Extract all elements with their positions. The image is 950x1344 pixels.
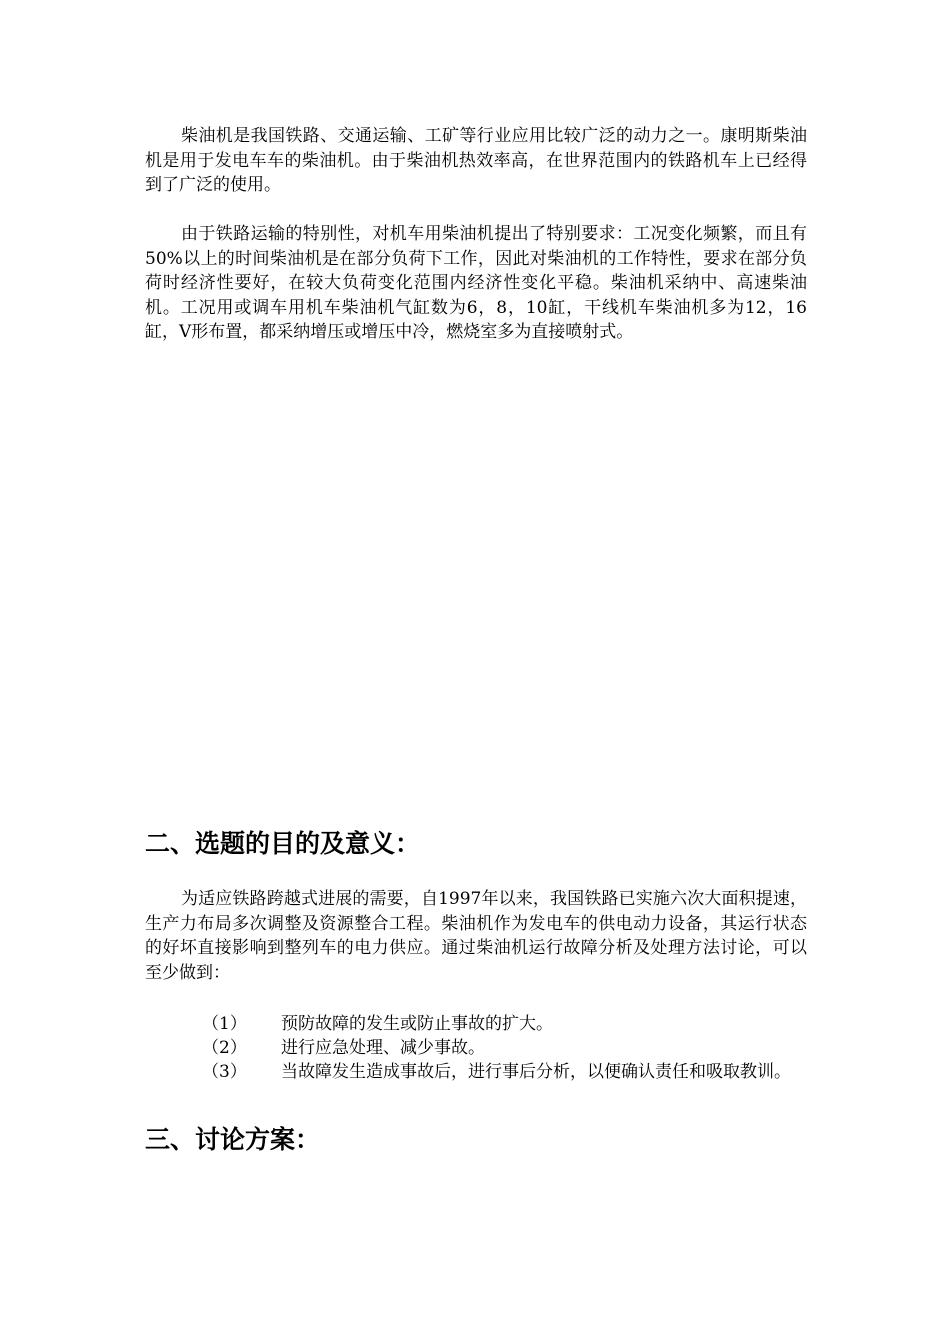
- list-item-number: （2）: [202, 1038, 247, 1058]
- intro-paragraph-1: 柴油机是我国铁路、交通运输、工矿等行业应用比较广泛的动力之一。康明斯柴油机是用于发电车车的柴油机。由于柴油机热效率高，在世界范围内的铁路机车上已经得到了广泛的使用。: [145, 126, 807, 195]
- list-item: [145, 1060, 807, 1084]
- list-item-number: （3）: [202, 1062, 247, 1082]
- list-item-number: （1）: [202, 1014, 247, 1034]
- purpose-paragraph: 为适应铁路跨越式进展的需要，自1997年以来，我国铁路已实施六次大面积提速，生产力布局多次调整及资源整合工程。柴油机作为发电车的供电动力设备，其运行状态的好坏直接影响到整列车的电力供应。通过柴油机运行故障分析及处理方法讨论，可以至少做到：: [145, 889, 807, 983]
- list-item-text: 当故障发生造成事故后，进行事后分析，以便确认责任和吸取教训。: [281, 1062, 791, 1082]
- section-heading-purpose: 二、选题的目的及意义：: [145, 829, 421, 858]
- list-item-text: 预防故障的发生或防止事故的扩大。: [281, 1014, 553, 1034]
- section-heading-plan: 三、讨论方案：: [145, 1125, 321, 1154]
- list-item-text: 进行应急处理、减少事故。: [281, 1038, 485, 1058]
- list-item: [145, 1036, 807, 1060]
- intro-paragraph-2: 由于铁路运输的特别性，对机车用柴油机提出了特别要求：工况变化频繁，而且有50%以上的时间柴油机是在部分负荷下工作，因此对柴油机的工作特性，要求在部分负荷时经济性要好，在较大负荷变化范围内经济性变化平稳。柴油机采纳中、高速柴油机。工况用或调车用机车柴油机气缸数为6，8，10缸，干线机车柴油机多为12，16缸，V形布置，都采纳增压或增压中冷，燃烧室多为直接喷射式。: [145, 224, 807, 342]
- list-item: [145, 1012, 807, 1036]
- purpose-list: [145, 1012, 807, 1084]
